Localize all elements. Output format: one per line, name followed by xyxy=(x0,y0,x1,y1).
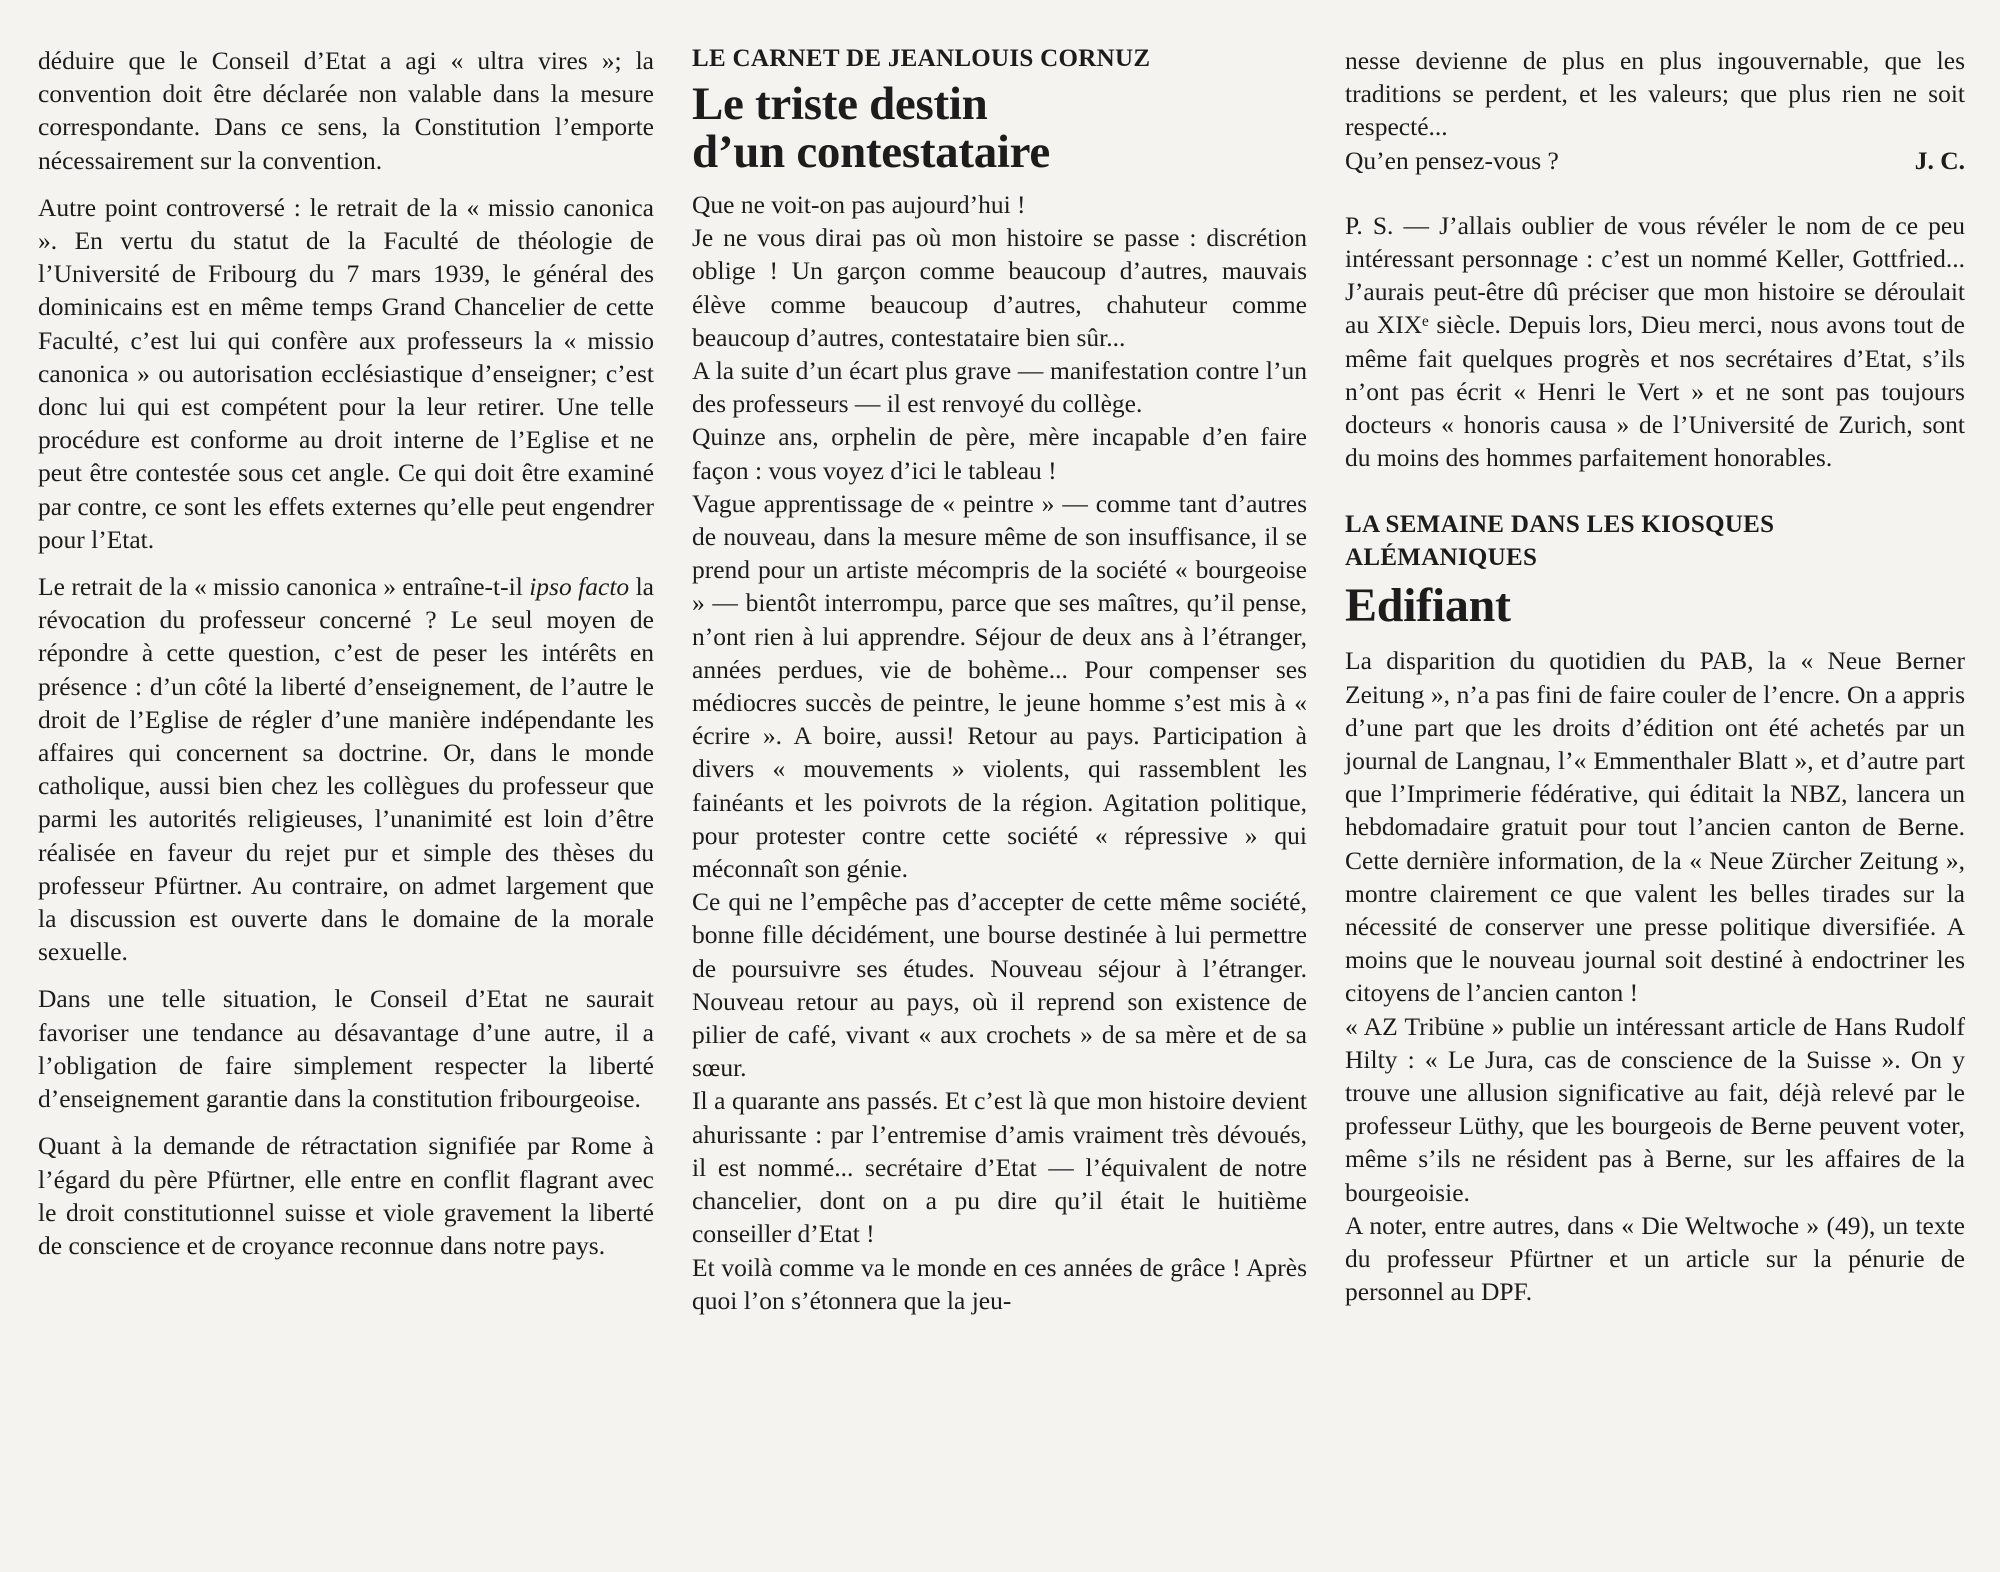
article-headline xyxy=(692,80,1307,176)
paragraph: Il a quarante ans passés. Et c’est là que mon histoire devient ahurissante : par l’entremise d’amis vraiment très dévoués, il est nommé... secrétaire d’Etat — l’équivalent de notre chancelier, dont on a pu dire qu’il était le huitième conseiller d’Etat ! xyxy=(692,1086,1307,1249)
paragraph: déduire que le Conseil d’Etat a agi « ultra vires »; la convention doit être déclarée non valable dans la mesure correspondante. Dans ce sens, la Constitution l’emporte nécessairement sur la convention. xyxy=(38,46,654,175)
paragraph-continuation: nesse devienne de plus en plus ingouvernable, que les traditions se perdent, et les valeurs; que plus rien ne soit respecté... xyxy=(1345,46,1965,142)
postscript: P. S. — J’allais oublier de vous révéler le nom de ce peu intéressant personnage : c’est un nommé Keller, Gottfried... J’aurais peut-être dû préciser que mon histoire se déroulait au XIXᵉ siècle. Depuis lors, Dieu merci, nous avons tout de même fait quelques progrès et nos secrétaires d’Etat, s’ils n’ont pas écrit « Henri le Vert » et ne sont pas toujours docteurs « honoris causa » de l’Université de Zurich, sont du moins des hommes parfaitement honorables. xyxy=(1345,210,1965,473)
paragraph: « AZ Tribüne » publie un intéressant article de Hans Rudolf Hilty : « Le Jura, cas de conscience de la Suisse ». On y trouve une allusion significative au fait, déjà relevé par le professeur Lüthy, que les bourgeois de Berne peuvent voter, même s’ils ne résident pas à Berne, sur les affaires de la bourgeoisie. xyxy=(1345,1011,1965,1207)
article-headline: Edifiant xyxy=(1345,579,1511,633)
column-1 xyxy=(38,44,654,1276)
paragraph: Je ne vous dirai pas où mon histoire se passe : discrétion oblige ! Un garçon comme beaucoup d’autres, mauvais élève comme beaucoup d’autres, chahuteur comme beaucoup d’autres, contestataire bien sûr... xyxy=(692,223,1307,352)
closing-row xyxy=(1345,144,1965,177)
paragraph: Et voilà comme va le monde en ces années de grâce ! Après quoi l’on s’étonnera que la jeu- xyxy=(692,1252,1307,1315)
paragraph: Vague apprentissage de « peintre » — comme tant d’autres de nouveau, dans la mesure même de son insuffisance, il se prend pour un artiste mécompris de la société « bourgeoise » — bientôt interrompu, parce que ses maîtres, qu’il pense, n’ont rien à lui apprendre. Séjour de deux ans à l’étranger, années perdues, vie de bohème... Pour compenser ses médiocres succès de peintre, le jeune homme s’est mis à « écrire ». A boire, aussi! Retour au pays. Participation à divers « mouvements » violents, qui rassemblent les fainéants et les poivrots de la région. Agitation politique, pour protester contre cette société « répressive » qui méconnaît son génie. xyxy=(692,488,1307,884)
closing-question: Qu’en pensez-vous ? xyxy=(1345,145,1559,175)
column-3 xyxy=(1345,44,1965,1309)
paragraph: Dans une telle situation, le Conseil d’Etat ne saurait favoriser une tendance au désavantage d’une autre, il a l’obligation de faire simplement respecter la liberté d’enseignement garantie dans la constitution fribourgeoise. xyxy=(38,984,654,1114)
paragraph: Le retrait de la « missio canonica » entraîne-t-il ipso facto la révocation du professeur concerné ? Le seul moyen de répondre à cette question, c’est de peser les intérêts en présence : d’un côté la liberté d’enseignement, de l’autre le droit de l’Eglise de régler d’une manière indépendante les affaires qui concernent sa doctrine. Or, dans le monde catholique, aussi bien chez les collègues du professeur que parmi les autorités religieuses, l’unanimité est loin d’être réalisée en faveur du rejet pur et simple des thèses du professeur Pfürtner. Au contraire, on admet largement que la discussion est ouverte dans le domaine de la morale sexuelle. xyxy=(38,572,654,967)
paragraph: Que ne voit-on pas aujourd’hui ! xyxy=(692,190,1026,219)
section-kiosques xyxy=(1345,508,1965,1308)
paragraph: A noter, entre autres, dans « Die Weltwoche » (49), un texte du professeur Pfürtner et un article sur la pénurie de personnel au DPF. xyxy=(1345,1210,1965,1307)
section-kicker: LA SEMAINE DANS LES KIOSQUES ALÉMANIQUES xyxy=(1345,511,1775,572)
paragraph: Quant à la demande de rétractation signifiée par Rome à l’égard du père Pfürtner, elle entre en conflit flagrant avec le droit constitutionnel suisse et viole gravement la liberté de conscience et de croyance reconnue dans notre pays. xyxy=(38,1131,654,1260)
paragraph: La disparition du quotidien du PAB, la « Neue Berner Zeitung », n’a pas fini de faire couler de l’encre. On a appris d’une part que les droits d’édition ont été achetés par un journal de Langnau, l’« Emmenthaler Blatt », et d’autre part que l’Imprimerie fédérative, qui éditait la NBZ, lancera un hebdomadaire gratuit pour tout l’ancien canton de Berne. Cette dernière information, de la « Neue Zürcher Zeitung », montre clairement ce que valent les belles tirades sur la nécessité de conserver une presse politique diversifiée. A moins que le nouveau journal soit destiné à endoctriner les citoyens de l’ancien canton ! xyxy=(1345,646,1965,1008)
section-kicker: LE CARNET DE JEANLOUIS CORNUZ xyxy=(692,45,1151,72)
column-2 xyxy=(692,44,1307,1317)
signature: J. C. xyxy=(1914,145,1965,175)
paragraph: Quinze ans, orphelin de père, mère incapable d’en faire façon : vous voyez d’ici le tableau ! xyxy=(692,422,1307,485)
paragraph: A la suite d’un écart plus grave — manifestation contre l’un des professeurs — il est renvoyé du collège. xyxy=(692,356,1307,419)
paragraph: Autre point controversé : le retrait de la « missio canonica ». En vertu du statut de la Faculté de théologie de l’Université de Fribourg du 7 mars 1939, le général des dominicains est en même temps Grand Chancelier de cette Faculté, c’est lui qui confère aux professeurs la « missio canonica » ou autorisation ecclésiastique d’enseigner; c’est donc lui qui est compétent pour la leur retirer. Une telle procédure est conforme au droit interne de l’Eglise et ne peut être contestée sous cet angle. Ce qui doit être examiné par contre, ce sont les effets externes qu’elle peut engendrer pour l’Etat. xyxy=(38,192,654,554)
italic-phrase: ipso facto xyxy=(529,572,630,602)
headline-line-1: Le triste destin xyxy=(692,78,988,130)
paragraph: Ce qui ne l’empêche pas d’accepter de cette même société, bonne fille décidément, une bourse destinée à lui permettre de poursuivre ses études. Nouveau séjour à l’étranger. Nouveau retour au pays, où il reprend son existence de pilier de café, vivant « aux crochets » de sa mère et de sa sœur. xyxy=(692,887,1307,1083)
headline-line-2: d’un contestataire xyxy=(692,126,1050,178)
